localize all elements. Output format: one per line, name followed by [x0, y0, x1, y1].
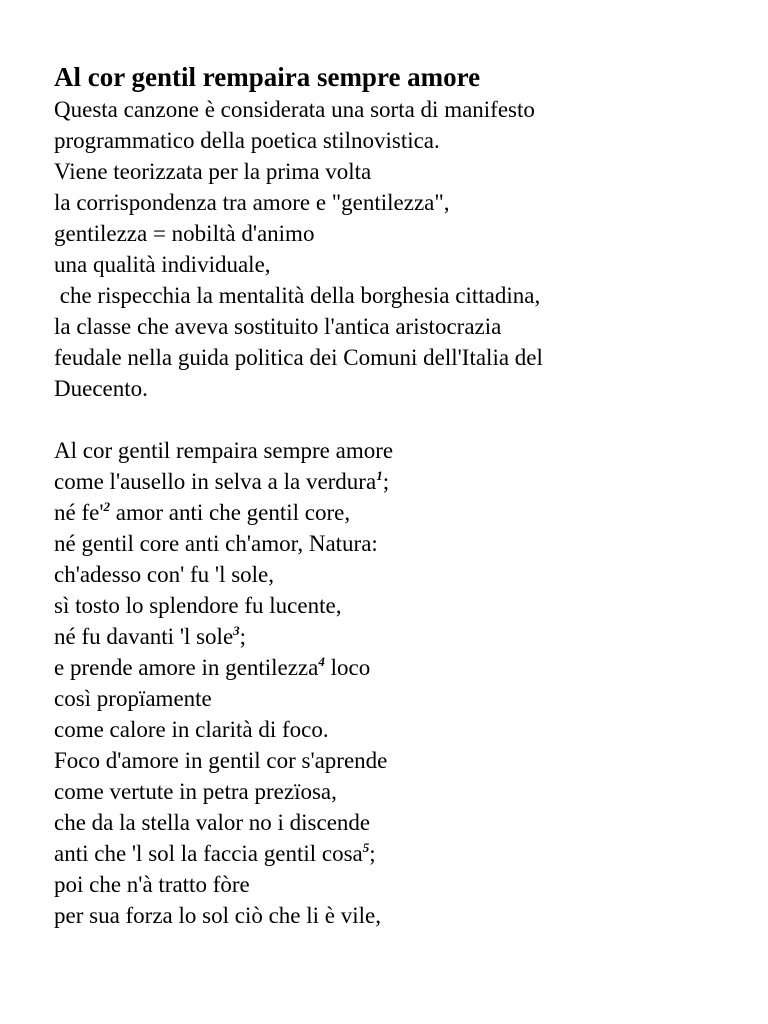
poem-line: [54, 621, 754, 652]
poem-line: poi che n'à tratto fòre: [54, 872, 250, 897]
intro-line: Duecento.: [54, 376, 148, 401]
poem-line: ch'adesso con' fu 'l sole,: [54, 562, 275, 587]
poem-line: né gentil core anti ch'amor, Natura:: [54, 531, 378, 556]
poem-line-text: né fe': [54, 500, 104, 525]
poem-line-text: ;: [239, 624, 247, 649]
intro-line: Viene teorizzata per la prima volta: [54, 159, 372, 184]
poem-line-text: loco: [324, 655, 371, 680]
document-title: Al cor gentil rempaira sempre amore: [54, 62, 481, 92]
intro-line: gentilezza = nobiltà d'animo: [54, 221, 315, 246]
poem-text: [54, 435, 754, 931]
intro-line: la classe che aveva sostituito l'antica aristocrazia: [54, 314, 502, 339]
poem-line: [54, 838, 754, 869]
document-page: [54, 60, 754, 931]
poem-line: [54, 652, 754, 683]
intro-line: la corrispondenza tra amore e "gentilezza",: [54, 190, 450, 215]
poem-line: come calore in clarità di foco.: [54, 717, 329, 742]
intro-line: feudale nella guida politica dei Comuni dell'Italia del: [54, 345, 543, 370]
intro-line: Questa canzone è considerata una sorta di manifesto: [54, 97, 535, 122]
intro-line: programmatico della poetica stilnovistica.: [54, 128, 440, 153]
footnote-marker: 5: [362, 840, 370, 855]
intro-line: che rispecchia la mentalità della borghesia cittadina,: [54, 283, 541, 308]
poem-line: così propïamente: [54, 686, 212, 711]
poem-line: Al cor gentil rempaira sempre amore: [54, 438, 394, 463]
footnote-marker: 2: [103, 499, 110, 514]
poem-line: per sua forza lo sol ciò che li è vile,: [54, 903, 381, 928]
poem-line-text: anti che 'l sol la faccia gentil cosa: [54, 841, 363, 866]
poem-line-text: come l'ausello in selva a la verdura: [54, 469, 377, 494]
footnote-marker: 1: [376, 468, 383, 483]
intro-line: una qualità individuale,: [54, 252, 271, 277]
poem-line: [54, 466, 754, 497]
poem-line-text: ;: [369, 841, 376, 866]
poem-line: sì tosto lo splendore fu lucente,: [54, 593, 342, 618]
footnote-marker: 3: [233, 623, 240, 638]
poem-line: che da la stella valor no i discende: [54, 810, 371, 835]
poem-line-text: ;: [382, 469, 390, 494]
poem-line-text: né fu davanti 'l sole: [54, 624, 234, 649]
intro-paragraph: [54, 94, 754, 404]
poem-line-text: e prende amore in gentilezza: [54, 655, 319, 680]
poem-line-text: amor anti che gentil core,: [109, 500, 351, 525]
poem-line: [54, 497, 754, 528]
stanza-gap: [54, 404, 754, 435]
footnote-marker: 4: [318, 654, 325, 669]
poem-line: Foco d'amore in gentil cor s'aprende: [54, 748, 388, 773]
poem-line: come vertute in petra prezïosa,: [54, 779, 337, 804]
